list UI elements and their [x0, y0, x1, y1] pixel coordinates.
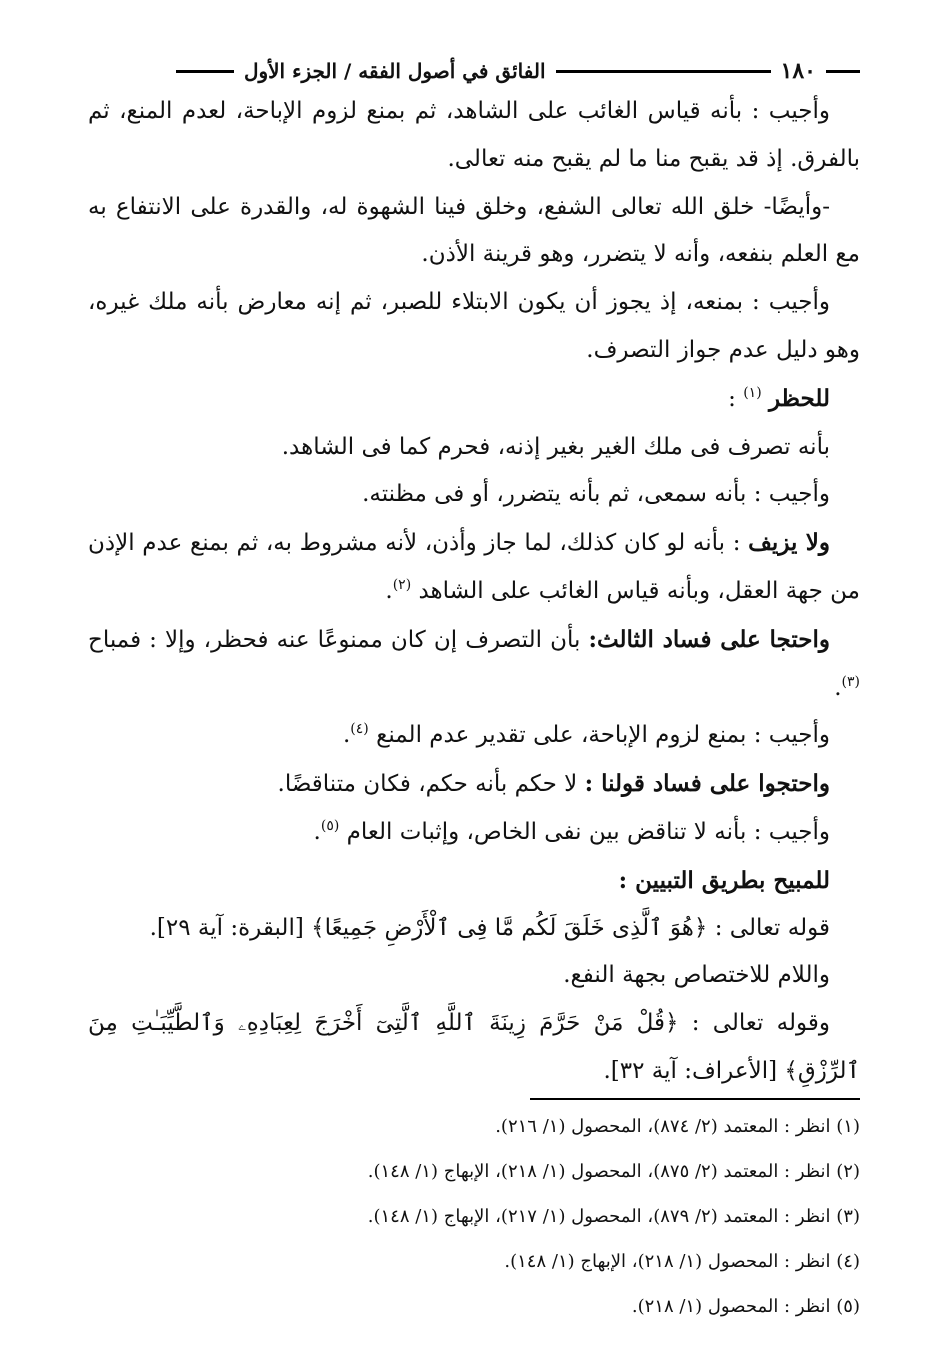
heading-text: للحظر: [768, 384, 830, 412]
paragraph-text: وأجيب : بأنه لا تناقض بين نفى الخاص، وإثبات العام: [339, 818, 830, 845]
paragraph-text: وأجيب : بمنع لزوم الإباحة، على تقدير عدم المنع: [368, 722, 830, 749]
running-header: [88, 56, 860, 86]
lead-term: ولا يزيف: [748, 529, 830, 557]
quran-citation: وقوله تعالى : ﴿قُلْ مَنْ حَرَّمَ زِينَةَ ٱللَّهِ ٱلَّتِىٓ أَخْرَجَ لِعِبَادِهِۦ وَٱلطَّيِّبَـٰتِ مِنَ ٱلرِّزْقِ﴾ [الأعراف: آية ٣٢].: [88, 1010, 860, 1084]
header-dash-right: [826, 70, 860, 73]
paragraph: [88, 712, 860, 760]
paragraph-end: .: [834, 674, 842, 701]
main-text: [88, 88, 860, 1096]
paragraph: -وأيضًا- خلق الله تعالى الشفع، وخلق فينا الشهوة له، والقدرة على الانتفاع به مع العلم بنفعه، وأنه لا يتضرر، وهو قرينة الأذن.: [88, 193, 860, 268]
paragraph-text: لا حكم بأنه حكم، فكان متناقضًا.: [277, 771, 585, 798]
paragraph: واللام للاختصاص بجهة النفع.: [563, 962, 830, 989]
footnote: (٢) انظر : المعتمد (٢/ ٨٧٥)، المحصول (١/ ٢١٨)، الإبهاج (١/ ١٤٨).: [367, 1161, 860, 1182]
footnote-ref: (١): [743, 384, 762, 401]
lead-term: واحتجا على فساد الثالث:: [588, 625, 831, 653]
running-title: الفائق في أصول الفقه / الجزء الأول: [243, 59, 546, 83]
paragraph: [88, 519, 860, 616]
heading-colon: :: [728, 385, 744, 412]
quran-citation: قوله تعالى : ﴿هُوَ ٱلَّذِى خَلَقَ لَكُم مَّا فِى ٱلْأَرْضِ جَمِيعًا﴾ [البقرة: آية ٢٩].: [149, 914, 830, 941]
paragraph: بأنه تصرف فى ملك الغير بغير إذنه، فحرم كما فى الشاهد.: [281, 433, 830, 460]
footnote-ref: (٣): [841, 673, 860, 690]
footnote: (١) انظر : المعتمد (٢/ ٨٧٤)، المحصول (١/ ٢١٦).: [495, 1116, 860, 1137]
section-heading-mubih: للمبيح بطريق التبيين :: [618, 866, 830, 894]
page-number: ١٨٠: [780, 58, 816, 84]
lead-term: واحتجوا على فساد قولنا :: [584, 770, 830, 798]
footnote-ref: (٥): [320, 817, 340, 834]
header-dash-left: [176, 70, 234, 73]
footnote-separator: [530, 1098, 860, 1100]
paragraph: [88, 760, 860, 809]
footnote: (٤) انظر : المحصول (١/ ٢١٨)، الإبهاج (١/ ١٤٨).: [504, 1251, 860, 1272]
footnote: (٣) انظر : المعتمد (٢/ ٨٧٩)، المحصول (١/ ٢١٧)، الإبهاج (١/ ١٤٨).: [367, 1206, 860, 1227]
footnote-ref: (٤): [350, 721, 369, 738]
paragraph-text: بأن التصرف إن كان ممنوعًا عنه فحظر، وإلا : فمباح: [88, 626, 589, 653]
paragraph: [88, 809, 860, 857]
paragraph: وأجيب : بأنه قياس الغائب على الشاهد، ثم بمنع لزوم الإباحة، لعدم المنع، ثم بالفرق. إذ قد يقبح منا ما لم يقبح منه تعالى.: [88, 98, 860, 172]
paragraph-end: .: [342, 722, 351, 749]
paragraph-end: .: [385, 577, 393, 604]
header-rule-middle: [556, 70, 771, 73]
paragraph-text: : بأنه لو كان كذلك، لما جاز وأذن، لأنه مشروط به، ثم بمنع عدم الإذن من جهة العقل، وبأنه قياس الغائب على الشاهد: [88, 530, 860, 604]
footnote: (٥) انظر : المحصول (١/ ٢١٨).: [631, 1296, 860, 1317]
paragraph: وأجيب : بأنه سمعى، ثم بأنه يتضرر، أو فى مظنته.: [362, 481, 830, 508]
paragraph-end: .: [313, 818, 321, 845]
paragraph: [88, 616, 860, 713]
paragraph: وأجيب : بمنعه، إذ يجوز أن يكون الابتلاء للصبر، ثم إنه معارض بأنه ملك غيره، وهو دليل عدم جواز التصرف.: [88, 289, 860, 363]
footnote-ref: (٢): [392, 576, 412, 593]
footnotes: [88, 1104, 860, 1329]
section-heading-hazr: [88, 375, 860, 424]
